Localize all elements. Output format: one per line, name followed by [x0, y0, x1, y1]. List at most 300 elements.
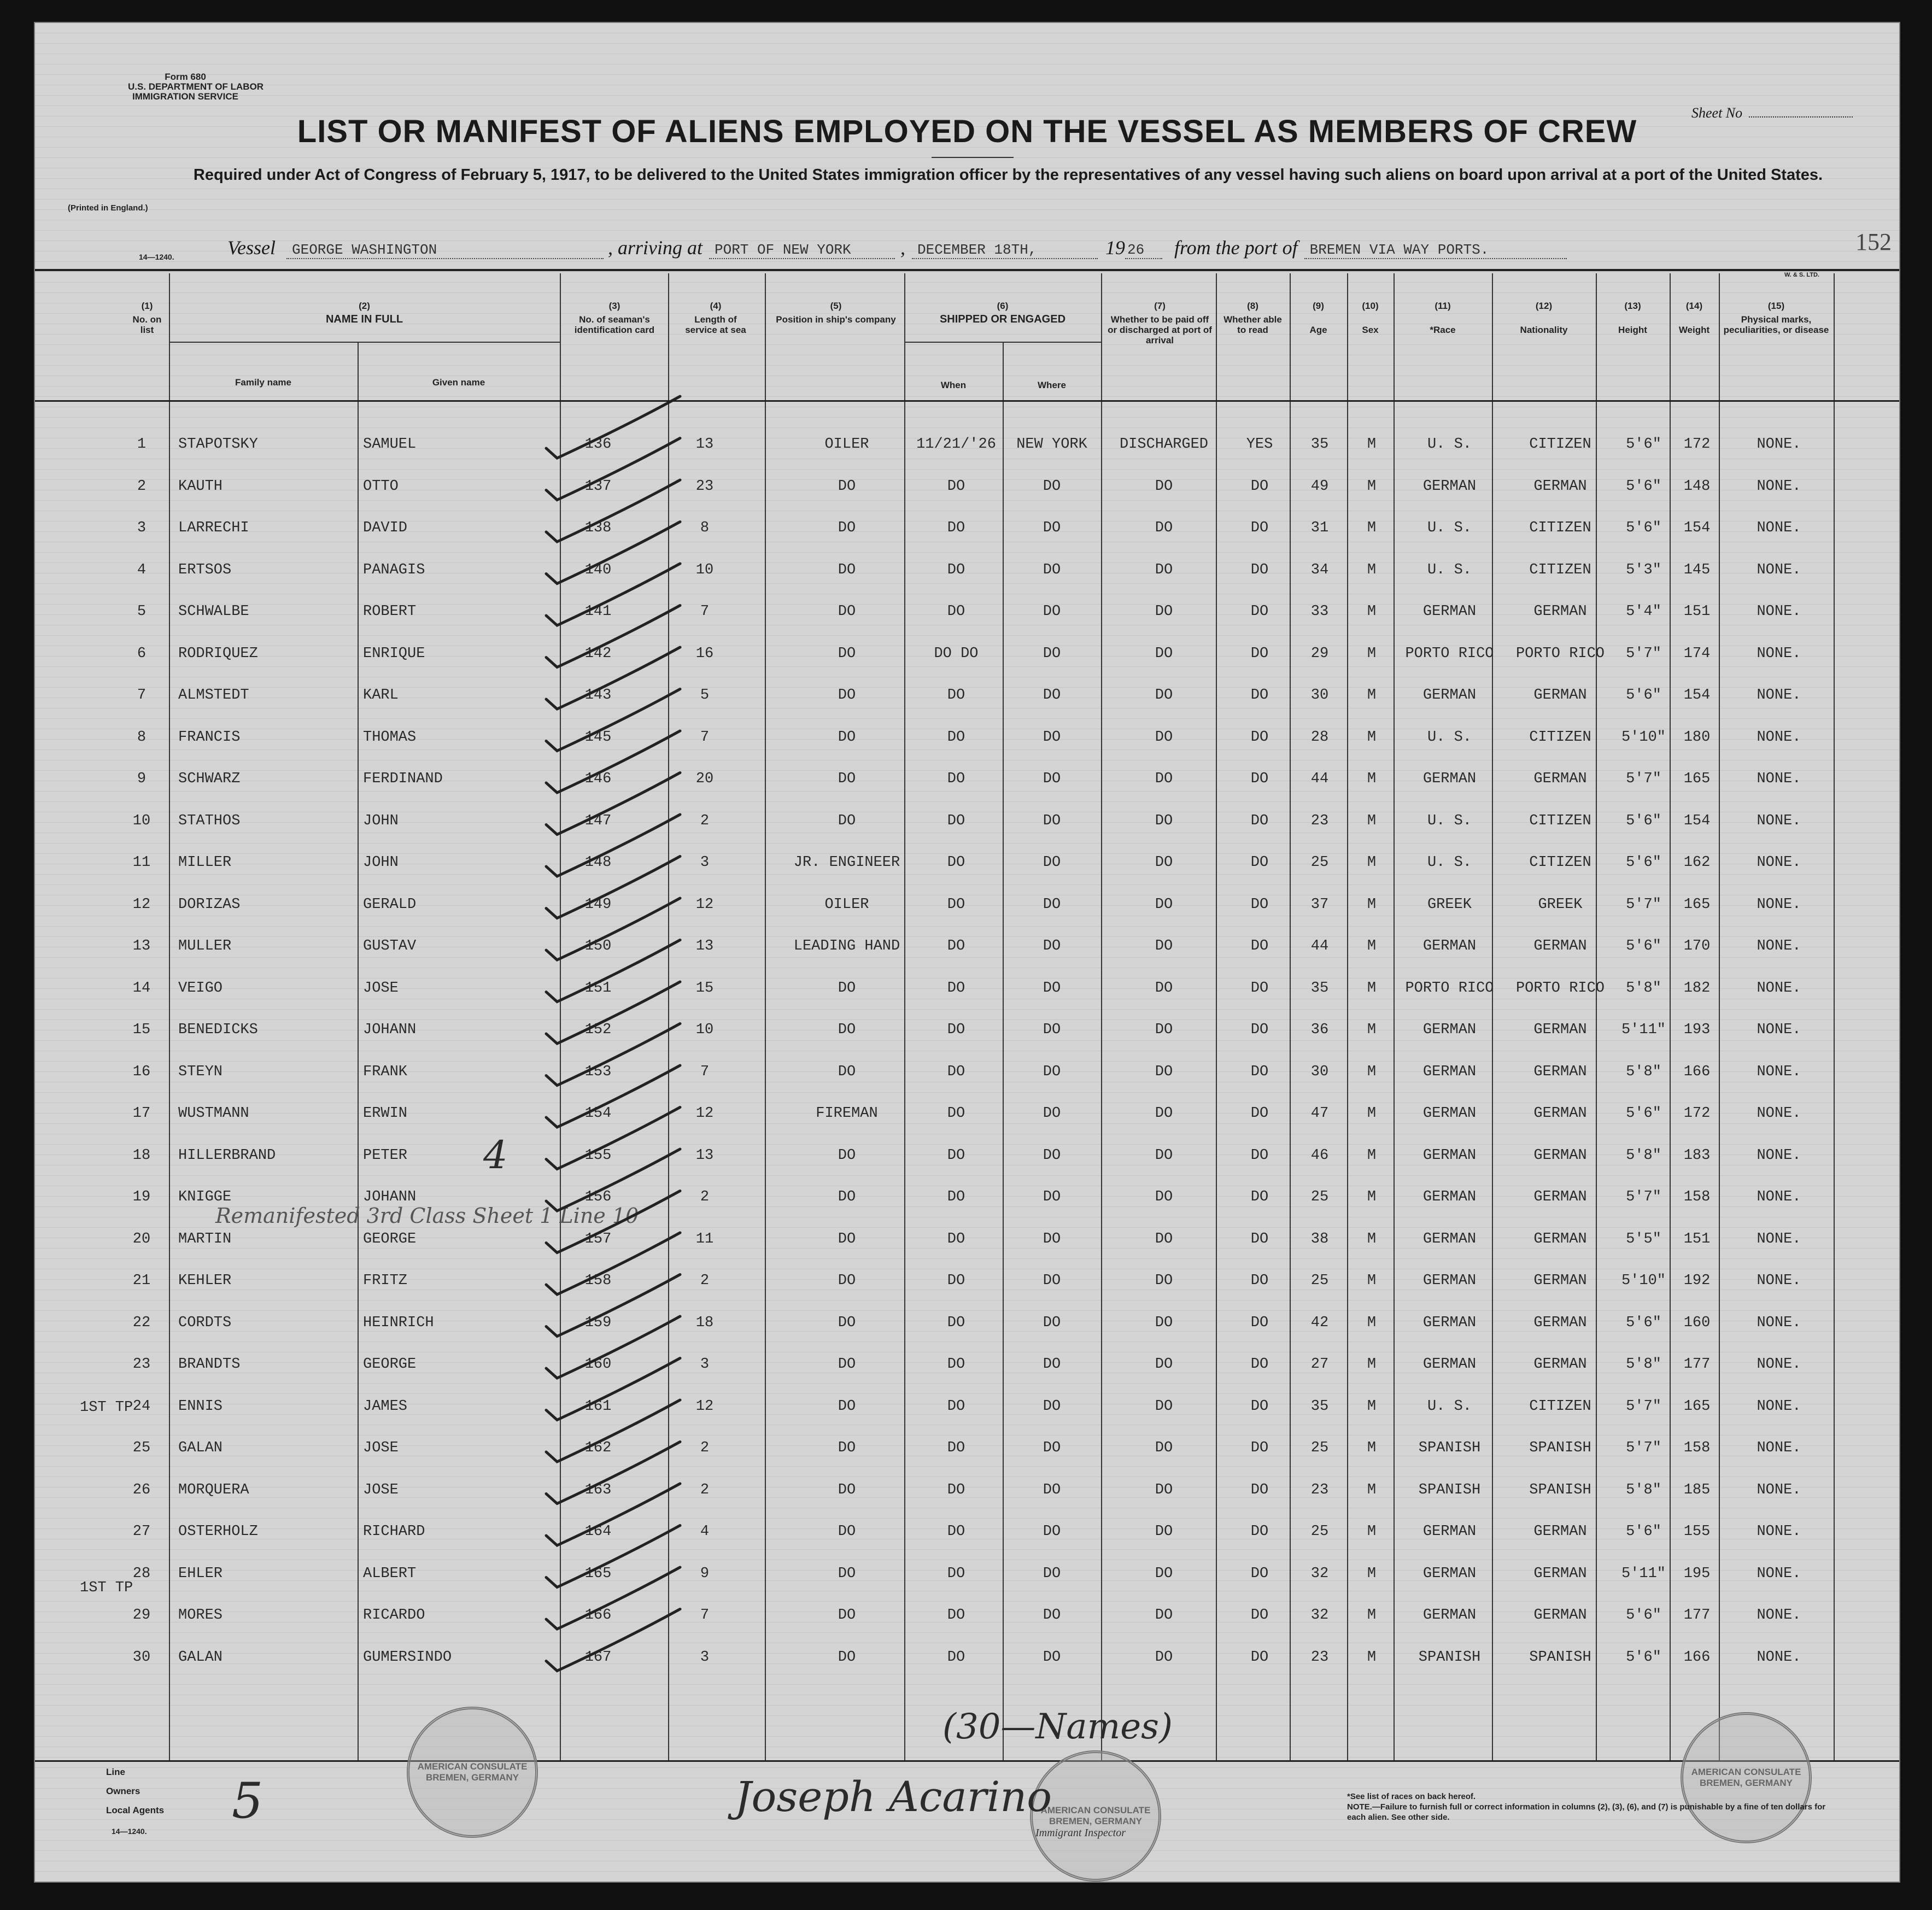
cell-discharged: DISCHARGED — [1119, 436, 1209, 453]
cell-height: 5'7" — [1626, 771, 1661, 787]
cell-card: 167 — [584, 1649, 612, 1666]
cell-where: DO — [1043, 604, 1061, 620]
cell-card: 165 — [584, 1565, 612, 1582]
cell-family: SCHWARZ — [178, 771, 241, 787]
col-header-nationality: (12) Nationality — [1520, 301, 1568, 335]
cell-length: 7 — [700, 604, 710, 620]
cell-no: 5 — [137, 604, 147, 620]
cell-when: DO — [947, 1147, 965, 1164]
cell-sex: M — [1367, 1398, 1377, 1415]
cell-race: U. S. — [1427, 1398, 1472, 1415]
cell-card: 138 — [584, 520, 612, 536]
col-header-discharged: (7) Whether to be paid off or discharged at port of arrival — [1108, 301, 1212, 345]
cell-discharged: DO — [1155, 478, 1173, 495]
cell-position: DO — [838, 1649, 856, 1666]
cell-weight: 177 — [1683, 1356, 1711, 1373]
cell-physical: NONE. — [1757, 812, 1801, 829]
cell-weight: 158 — [1683, 1440, 1711, 1456]
cell-physical: NONE. — [1757, 1022, 1801, 1038]
cell-height: 5'6" — [1626, 436, 1661, 453]
cell-age: 36 — [1310, 1022, 1329, 1038]
cell-read: DO — [1250, 1273, 1269, 1289]
cell-no: 24 — [132, 1398, 151, 1415]
cell-card: 163 — [584, 1481, 612, 1498]
cell-where: DO — [1043, 520, 1061, 536]
cell-given: GEORGE — [363, 1231, 417, 1247]
cell-where: DO — [1043, 561, 1061, 578]
cell-age: 37 — [1310, 896, 1329, 913]
col-header-race: (11) *Race — [1430, 301, 1456, 335]
cell-weight: 162 — [1683, 854, 1711, 871]
cell-card: 158 — [584, 1273, 612, 1289]
cell-family: RODRIQUEZ — [178, 645, 258, 662]
cell-length: 20 — [695, 771, 714, 787]
cell-age: 30 — [1310, 1063, 1329, 1080]
cell-no: 9 — [137, 771, 147, 787]
cell-height: 5'6" — [1626, 1649, 1661, 1666]
cell-length: 9 — [700, 1565, 710, 1582]
cell-given: JOSE — [363, 1440, 399, 1456]
cell-nationality: PORTO RICO — [1515, 645, 1605, 662]
cell-when: DO — [947, 1356, 965, 1373]
cell-age: 34 — [1310, 561, 1329, 578]
cell-sex: M — [1367, 1105, 1377, 1122]
cell-when: DO — [947, 1649, 965, 1666]
cell-physical: NONE. — [1757, 729, 1801, 746]
cell-where: DO — [1043, 645, 1061, 662]
cell-nationality: GERMAN — [1533, 604, 1587, 620]
cell-physical: NONE. — [1757, 1063, 1801, 1080]
cell-no: 1 — [137, 436, 147, 453]
cell-no: 11 — [132, 854, 151, 871]
cell-when: DO — [947, 1022, 965, 1038]
cell-no: 13 — [132, 938, 151, 954]
cell-card: 145 — [584, 729, 612, 746]
cell-family: KAUTH — [178, 478, 223, 495]
cell-nationality: GERMAN — [1533, 478, 1587, 495]
cell-nationality: GERMAN — [1533, 1524, 1587, 1540]
footer-agents-label: Local Agents — [106, 1805, 165, 1815]
cell-read: DO — [1250, 645, 1269, 662]
cell-height: 5'8" — [1626, 980, 1661, 997]
cell-weight: 193 — [1683, 1022, 1711, 1038]
cell-weight: 170 — [1683, 938, 1711, 954]
cell-sex: M — [1367, 604, 1377, 620]
cell-physical: NONE. — [1757, 1398, 1801, 1415]
cell-length: 18 — [695, 1314, 714, 1331]
cell-length: 10 — [695, 561, 714, 578]
cell-length: 12 — [695, 1398, 714, 1415]
cell-when: DO — [947, 980, 965, 997]
cell-age: 23 — [1310, 1649, 1329, 1666]
arriving-label: , arriving at — [607, 237, 702, 259]
cell-sex: M — [1367, 1147, 1377, 1164]
check-mark — [546, 1609, 680, 1671]
cell-no: 12 — [132, 896, 151, 913]
cell-position: DO — [838, 980, 856, 997]
cell-where: DO — [1043, 1063, 1061, 1080]
cell-read: DO — [1250, 1022, 1269, 1038]
cell-race: SPANISH — [1418, 1440, 1481, 1456]
col-header-family-name: Family name — [235, 377, 291, 388]
cell-age: 28 — [1310, 729, 1329, 746]
cell-height: 5'7" — [1626, 1398, 1661, 1415]
cell-no: 19 — [132, 1189, 151, 1205]
col-header-age: (9) Age — [1309, 301, 1327, 335]
cell-race: GERMAN — [1422, 1063, 1477, 1080]
cell-where: NEW YORK — [1016, 436, 1087, 453]
cell-position: DO — [838, 561, 856, 578]
cell-discharged: DO — [1155, 1607, 1173, 1624]
cell-when: DO DO — [934, 645, 979, 662]
cell-card: 161 — [584, 1398, 612, 1415]
cell-discharged: DO — [1155, 1481, 1173, 1498]
handwritten-footer-number: 5 — [232, 1772, 264, 1830]
arrival-date: DECEMBER 18TH, — [912, 242, 1098, 259]
cell-when: DO — [947, 771, 965, 787]
cell-given: ENRIQUE — [363, 645, 425, 662]
col-header-read: (8) Whether able to read — [1223, 301, 1282, 335]
cell-weight: 174 — [1683, 645, 1711, 662]
cell-position: DO — [838, 1356, 856, 1373]
cell-family: SCHWALBE — [178, 604, 249, 620]
cell-sex: M — [1367, 1314, 1377, 1331]
cell-no: 28 — [132, 1565, 151, 1582]
cell-weight: 158 — [1683, 1189, 1711, 1205]
cell-length: 12 — [695, 896, 714, 913]
cell-position: JR. ENGINEER — [793, 854, 900, 871]
cell-given: GERALD — [363, 896, 417, 913]
cell-length: 3 — [700, 1649, 710, 1666]
cell-length: 4 — [700, 1524, 710, 1540]
cell-card: 166 — [584, 1607, 612, 1624]
cell-height: 5'8" — [1626, 1063, 1661, 1080]
cell-given: SAMUEL — [363, 436, 417, 453]
cell-where: DO — [1043, 1607, 1061, 1624]
cell-where: DO — [1043, 1273, 1061, 1289]
cell-when: DO — [947, 1607, 965, 1624]
cell-physical: NONE. — [1757, 1607, 1801, 1624]
cell-length: 10 — [695, 1022, 714, 1038]
cell-weight: 160 — [1683, 1314, 1711, 1331]
cell-weight: 165 — [1683, 771, 1711, 787]
cell-given: FRANK — [363, 1063, 408, 1080]
cell-length: 16 — [695, 645, 714, 662]
cell-position: FIREMAN — [816, 1105, 878, 1122]
cell-family: MORQUERA — [178, 1481, 249, 1498]
cell-physical: NONE. — [1757, 1189, 1801, 1205]
cell-family: GALAN — [178, 1440, 223, 1456]
cell-where: DO — [1043, 1231, 1061, 1247]
cell-physical: NONE. — [1757, 854, 1801, 871]
cell-family: STEYN — [178, 1063, 223, 1080]
cell-weight: 145 — [1683, 561, 1711, 578]
cell-age: 46 — [1310, 1147, 1329, 1164]
footer-form-code: 14—1240. — [112, 1827, 147, 1836]
cell-card: 141 — [584, 604, 612, 620]
cell-weight: 166 — [1683, 1649, 1711, 1666]
cell-when: DO — [947, 1105, 965, 1122]
handwritten-sheet-number: 152 — [1855, 229, 1892, 255]
cell-length: 12 — [695, 1105, 714, 1122]
cell-nationality: GERMAN — [1533, 687, 1587, 704]
cell-when: DO — [947, 1063, 965, 1080]
cell-height: 5'6" — [1626, 938, 1661, 954]
cell-when: DO — [947, 520, 965, 536]
cell-read: DO — [1250, 896, 1269, 913]
cell-where: DO — [1043, 1398, 1061, 1415]
cell-age: 25 — [1310, 854, 1329, 871]
cell-physical: NONE. — [1757, 436, 1801, 453]
col-header-sex: (10) Sex — [1362, 301, 1379, 335]
cell-given: HEINRICH — [363, 1314, 434, 1331]
cell-position: DO — [838, 1022, 856, 1038]
cell-nationality: PORTO RICO — [1515, 980, 1605, 997]
cell-discharged: DO — [1155, 980, 1173, 997]
cell-height: 5'4" — [1626, 604, 1661, 620]
cell-weight: 151 — [1683, 604, 1711, 620]
cell-given: OTTO — [363, 478, 399, 495]
cell-discharged: DO — [1155, 938, 1173, 954]
cell-age: 31 — [1310, 520, 1329, 536]
cell-position: DO — [838, 1189, 856, 1205]
manifest-sheet — [34, 22, 1900, 1883]
cell-card: 143 — [584, 687, 612, 704]
col-header-shipped: (6) SHIPPED OR ENGAGED — [939, 301, 1066, 325]
cell-position: DO — [838, 520, 856, 536]
cell-race: U. S. — [1427, 812, 1472, 829]
cell-family: HILLERBRAND — [178, 1147, 276, 1164]
cell-height: 5'7" — [1626, 1189, 1661, 1205]
cell-position: DO — [838, 478, 856, 495]
cell-weight: 172 — [1683, 436, 1711, 453]
cell-race: GERMAN — [1422, 1105, 1477, 1122]
cell-length: 7 — [700, 1063, 710, 1080]
cell-card: 149 — [584, 896, 612, 913]
vessel-name: GEORGE WASHINGTON — [286, 242, 604, 259]
cell-given: GUSTAV — [363, 938, 417, 954]
cell-nationality: GERMAN — [1533, 1273, 1587, 1289]
cell-physical: NONE. — [1757, 1105, 1801, 1122]
cell-position: OILER — [824, 896, 869, 913]
cell-height: 5'7" — [1626, 645, 1661, 662]
cell-no: 20 — [132, 1231, 151, 1247]
cell-when: DO — [947, 1231, 965, 1247]
cell-height: 5'5" — [1626, 1231, 1661, 1247]
cell-no: 3 — [137, 520, 147, 536]
cell-age: 30 — [1310, 687, 1329, 704]
cell-when: DO — [947, 687, 965, 704]
cell-length: 3 — [700, 854, 710, 871]
cell-when: DO — [947, 812, 965, 829]
cell-nationality: GERMAN — [1533, 1105, 1587, 1122]
cell-height: 5'6" — [1626, 687, 1661, 704]
cell-physical: NONE. — [1757, 520, 1801, 536]
cell-race: SPANISH — [1418, 1481, 1481, 1498]
cell-age: 32 — [1310, 1607, 1329, 1624]
cell-when: DO — [947, 1440, 965, 1456]
cell-given: ERWIN — [363, 1105, 408, 1122]
cell-no: 2 — [137, 478, 147, 495]
cell-where: DO — [1043, 1105, 1061, 1122]
cell-read: DO — [1250, 1105, 1269, 1122]
cell-given: THOMAS — [363, 729, 417, 746]
cell-sex: M — [1367, 729, 1377, 746]
cell-where: DO — [1043, 812, 1061, 829]
cell-discharged: DO — [1155, 687, 1173, 704]
cell-given: PETER — [363, 1147, 408, 1164]
cell-race: SPANISH — [1418, 1649, 1481, 1666]
cell-physical: NONE. — [1757, 1440, 1801, 1456]
cell-family: DORIZAS — [178, 896, 241, 913]
cell-sex: M — [1367, 1524, 1377, 1540]
cell-height: 5'6" — [1626, 812, 1661, 829]
cell-discharged: DO — [1155, 1440, 1173, 1456]
cell-family: BENEDICKS — [178, 1022, 258, 1038]
cell-card: 153 — [584, 1063, 612, 1080]
cell-no: 6 — [137, 645, 147, 662]
cell-physical: NONE. — [1757, 604, 1801, 620]
cell-sex: M — [1367, 1063, 1377, 1080]
cell-read: DO — [1250, 1398, 1269, 1415]
cell-card: 154 — [584, 1105, 612, 1122]
cell-physical: NONE. — [1757, 1273, 1801, 1289]
cell-age: 27 — [1310, 1356, 1329, 1373]
cell-given: ALBERT — [363, 1565, 417, 1582]
cell-discharged: DO — [1155, 1063, 1173, 1080]
cell-family: ALMSTEDT — [178, 687, 249, 704]
cell-age: 23 — [1310, 812, 1329, 829]
cell-card: 136 — [584, 436, 612, 453]
cell-weight: 195 — [1683, 1565, 1711, 1582]
cell-position: DO — [838, 1524, 856, 1540]
cell-race: GERMAN — [1422, 1022, 1477, 1038]
cell-race: GERMAN — [1422, 478, 1477, 495]
cell-card: 140 — [584, 561, 612, 578]
cell-height: 5'8" — [1626, 1356, 1661, 1373]
inspector-signature: Joseph Acarino — [735, 1772, 1052, 1821]
cell-card: 160 — [584, 1356, 612, 1373]
cell-family: MULLER — [178, 938, 232, 954]
cell-family: ERTSOS — [178, 561, 232, 578]
cell-family: GALAN — [178, 1649, 223, 1666]
cell-physical: NONE. — [1757, 1649, 1801, 1666]
cell-no: 8 — [137, 729, 147, 746]
cell-physical: NONE. — [1757, 771, 1801, 787]
cell-read: DO — [1250, 1524, 1269, 1540]
cell-sex: M — [1367, 771, 1377, 787]
cell-given: RICARDO — [363, 1607, 425, 1624]
cell-race: GERMAN — [1422, 1314, 1477, 1331]
cell-read: DO — [1250, 478, 1269, 495]
cell-no: 15 — [132, 1022, 151, 1038]
cell-no: 29 — [132, 1607, 151, 1624]
cell-weight: 154 — [1683, 687, 1711, 704]
cell-given: JOHN — [363, 854, 399, 871]
cell-nationality: SPANISH — [1529, 1649, 1591, 1666]
cell-position: DO — [838, 604, 856, 620]
cell-no: 7 — [137, 687, 147, 704]
cell-nationality: GERMAN — [1533, 1189, 1587, 1205]
cell-race: GERMAN — [1422, 604, 1477, 620]
cell-position: DO — [838, 1565, 856, 1582]
cell-read: DO — [1250, 1356, 1269, 1373]
cell-when: DO — [947, 1524, 965, 1540]
cell-given: GEORGE — [363, 1356, 417, 1373]
cell-position: DO — [838, 1314, 856, 1331]
consulate-seal: AMERICAN CONSULATE BREMEN, GERMANY — [407, 1707, 538, 1838]
cell-where: DO — [1043, 980, 1061, 997]
cell-race: PORTO RICO — [1405, 645, 1494, 662]
cell-nationality: GERMAN — [1533, 938, 1587, 954]
cell-position: DO — [838, 1147, 856, 1164]
cell-nationality: GERMAN — [1533, 1607, 1587, 1624]
cell-discharged: DO — [1155, 1314, 1173, 1331]
cell-sex: M — [1367, 1356, 1377, 1373]
cell-race: GERMAN — [1422, 1189, 1477, 1205]
cell-position: DO — [838, 645, 856, 662]
cell-discharged: DO — [1155, 729, 1173, 746]
col-header-card: (3) No. of seaman's identification card — [574, 301, 655, 335]
cell-family: VEIGO — [178, 980, 223, 997]
cell-nationality: GERMAN — [1533, 1565, 1587, 1582]
cell-card: 157 — [584, 1231, 612, 1247]
department-name: U.S. DEPARTMENT OF LABOR — [128, 81, 264, 92]
footer-line-label: Line — [106, 1767, 125, 1777]
cell-when: DO — [947, 604, 965, 620]
cell-race: GERMAN — [1422, 1607, 1477, 1624]
vessel-line: Vessel GEORGE WASHINGTON , arriving at PORT OF NEW YORK , DECEMBER 18TH, 19 26 from the port of BREMEN VIA WAY PORTS. — [227, 236, 1567, 259]
cell-read: DO — [1250, 854, 1269, 871]
cell-card: 148 — [584, 854, 612, 871]
cell-nationality: CITIZEN — [1529, 812, 1591, 829]
margin-note-row-24: 1ST TP — [80, 1399, 133, 1416]
cell-race: U. S. — [1427, 436, 1472, 453]
cell-card: 156 — [584, 1189, 612, 1205]
cell-race: PORTO RICO — [1405, 980, 1494, 997]
cell-given: RICHARD — [363, 1524, 425, 1540]
cell-age: 35 — [1310, 436, 1329, 453]
cell-discharged: DO — [1155, 1231, 1173, 1247]
cell-given: KARL — [363, 687, 399, 704]
cell-family: STAPOTSKY — [178, 436, 258, 453]
cell-position: DO — [838, 812, 856, 829]
cell-no: 25 — [132, 1440, 151, 1456]
cell-nationality: GERMAN — [1533, 1231, 1587, 1247]
cell-nationality: GERMAN — [1533, 1314, 1587, 1331]
cell-card: 142 — [584, 645, 612, 662]
cell-discharged: DO — [1155, 1189, 1173, 1205]
cell-no: 4 — [137, 561, 147, 578]
handwritten-mark-row-18: 4 — [483, 1133, 508, 1177]
cell-when: DO — [947, 478, 965, 495]
cell-when: DO — [947, 561, 965, 578]
consulate-seal: AMERICAN CONSULATE BREMEN, GERMANY — [1681, 1712, 1812, 1843]
cell-family: MILLER — [178, 854, 232, 871]
cell-discharged: DO — [1155, 812, 1173, 829]
cell-no: 30 — [132, 1649, 151, 1666]
cell-nationality: GERMAN — [1533, 1022, 1587, 1038]
cell-where: DO — [1043, 938, 1061, 954]
cell-age: 23 — [1310, 1481, 1329, 1498]
cell-age: 44 — [1310, 771, 1329, 787]
cell-length: 13 — [695, 1147, 714, 1164]
cell-given: FERDINAND — [363, 771, 443, 787]
cell-read: DO — [1250, 561, 1269, 578]
cell-no: 21 — [132, 1273, 151, 1289]
cell-family: WUSTMANN — [178, 1105, 249, 1122]
cell-given: DAVID — [363, 520, 408, 536]
